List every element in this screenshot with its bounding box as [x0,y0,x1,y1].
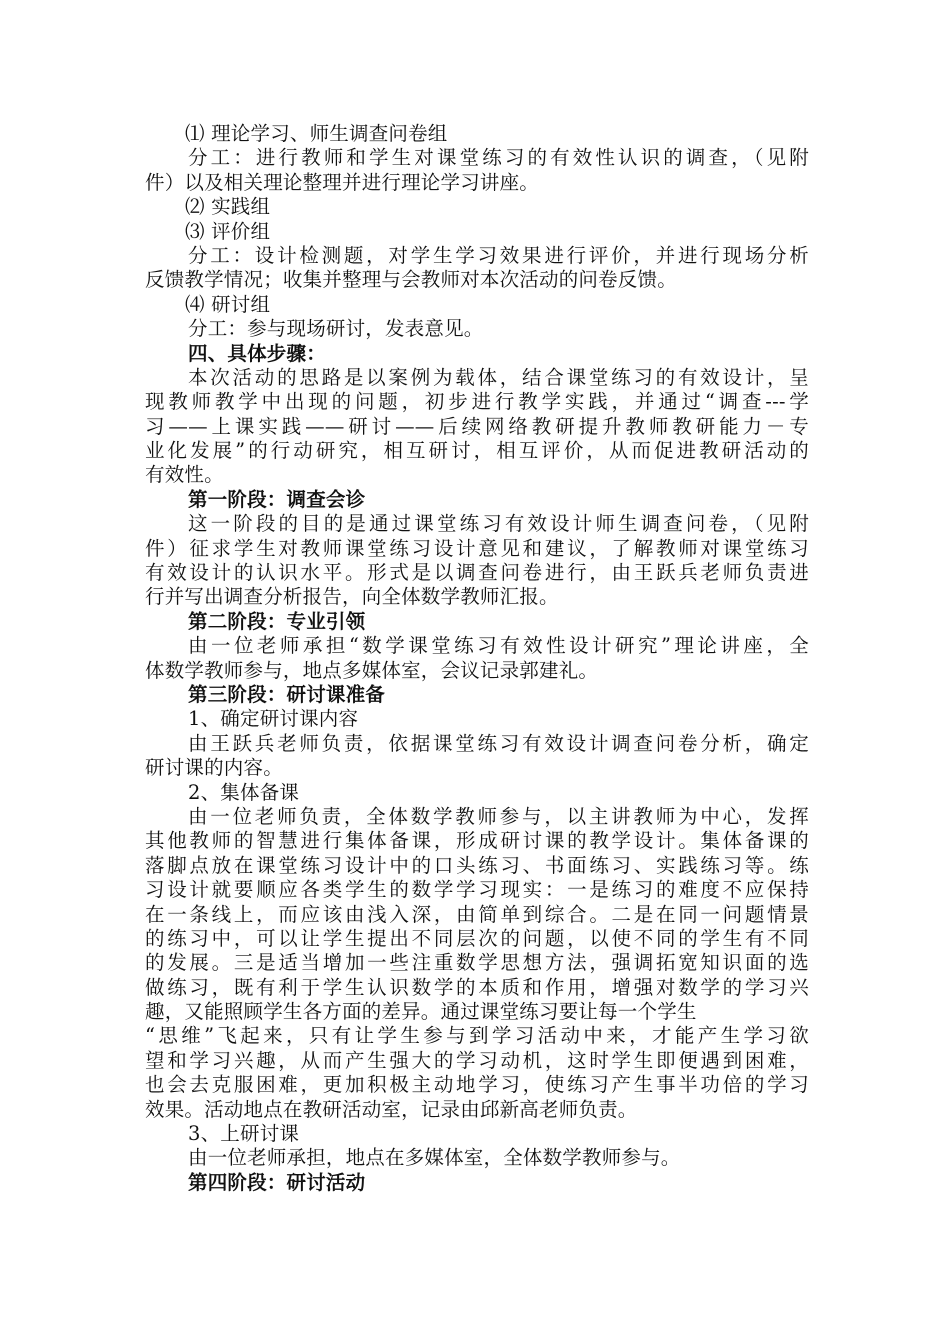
text-line: 习设计就要顺应各类学生的数学学习现实：一是练习的难度不应保持 [145,878,809,902]
text-line: 由一位老师承担“数学课堂练习有效性设计研究”理论讲座，全 [188,634,809,658]
text-line: 件）征求学生对教师课堂练习设计意见和建议，了解教师对课堂练习 [145,536,809,560]
text-line: 的练习中，可以让学生提出不同层次的问题，以使不同的学生有不同 [145,926,809,950]
text-line: ⑶ 评价组 [185,219,271,243]
text-line: 效果。活动地点在教研活动室，记录由邱新高老师负责。 [145,1097,638,1121]
text-line: 1、确定研讨课内容 [188,707,359,731]
text-line: 的发展。三是适当增加一些注重数学思想方法，强调拓宽知识面的选 [145,951,809,975]
section-heading: 第三阶段：研讨课准备 [188,682,386,706]
text-line: 2、集体备课 [188,780,300,804]
section-heading: 四、具体步骤： [188,341,326,365]
text-line: 件）以及相关理论整理并进行理论学习讲座。 [145,170,540,194]
section-heading: 第四阶段：研讨活动 [188,1170,366,1194]
text-line: 由王跃兵老师负责，依据课堂练习有效设计调查问卷分析，确定 [188,731,809,755]
text-line: 业化发展”的行动研究，相互研讨，相互评价，从而促进教研活动的 [145,439,809,463]
text-line: ⑷ 研讨组 [185,292,271,316]
text-line: 研讨课的内容。 [145,756,283,780]
text-line: 在一条线上，而应该由浅入深，由简单到综合。二是在同一问题情景 [145,902,809,926]
text-line: 趣，又能照顾学生各方面的差异。通过课堂练习要让每一个学生 [145,1000,697,1024]
text-line: 由一位老师负责，全体数学教师参与，以主讲教师为中心，发挥 [188,804,809,828]
text-line: 现教师教学中出现的问题，初步进行教学实践，并通过“调查---学 [145,390,809,414]
text-line: 反馈教学情况；收集并整理与会教师对本次活动的问卷反馈。 [145,268,677,292]
text-line: 体数学教师参与，地点多媒体室，会议记录郭建礼。 [145,658,599,682]
text-line: 分工：参与现场研讨，发表意见。 [188,317,484,341]
text-line: 习——上课实践——研讨——后续网络教研提升教师教研能力－专 [145,414,809,438]
text-line: ⑴ 理论学习、师生调查问卷组 [185,122,448,145]
text-line: 分工：进行教师和学生对课堂练习的有效性认识的调查，（见附 [188,146,809,170]
text-line: ⑵ 实践组 [185,195,271,219]
text-line: 其他教师的智慧进行集体备课，形成研讨课的教学设计。集体备课的 [145,829,809,853]
document-body [145,122,809,1195]
text-line: 有效性。 [145,463,224,487]
section-heading: 第一阶段：调查会诊 [188,487,366,511]
text-line: 本次活动的思路是以案例为载体，结合课堂练习的有效设计，呈 [188,365,809,389]
text-line: 3、上研讨课 [188,1122,300,1146]
text-line: “思维”飞起来，只有让学生参与到学习活动中来，才能产生学习欲 [145,1024,809,1048]
text-line: 望和学习兴趣，从而产生强大的学习动机，这时学生即便遇到困难， [145,1048,809,1072]
text-line: 有效设计的认识水平。形式是以调查问卷进行，由王跃兵老师负责进 [145,561,809,585]
text-line: 做练习，既有利于学生认识数学的本质和作用，增强对数学的学习兴 [145,975,809,999]
text-line: 也会去克服困难，更加积极主动地学习，使练习产生事半功倍的学习 [145,1073,809,1097]
text-line: 分工：设计检测题，对学生学习效果进行评价，并进行现场分析 [188,243,809,267]
section-heading: 第二阶段：专业引领 [188,609,366,633]
text-line: 行并写出调查分析报告，向全体数学教师汇报。 [145,585,559,609]
text-line: 这一阶段的目的是通过课堂练习有效设计师生调查问卷，（见附 [188,512,809,536]
text-line: 由一位老师承担，地点在多媒体室，全体数学教师参与。 [188,1146,681,1170]
text-line: 落脚点放在课堂练习设计中的口头练习、书面练习、实践练习等。练 [145,853,809,877]
